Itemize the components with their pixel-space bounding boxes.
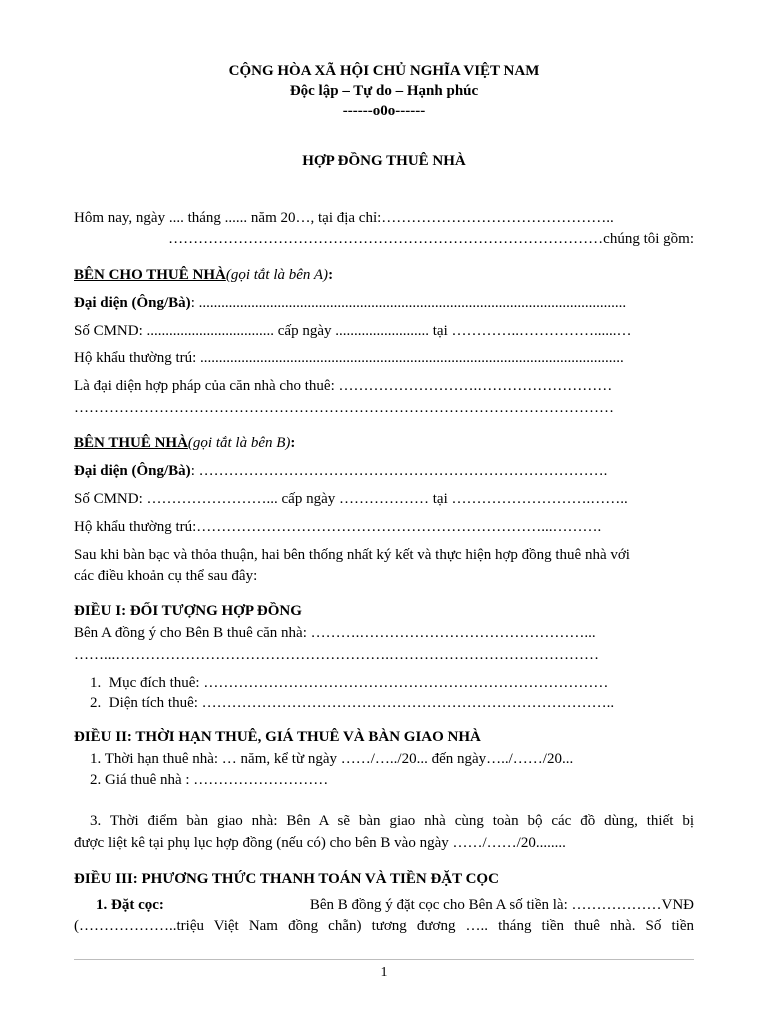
intro-line-2: ……………………………………………………………………………chúng tôi gồm:: [168, 231, 694, 247]
article-1-heading: ĐIỀU I: ĐỐI TƯỢNG HỢP ĐỒNG: [74, 603, 302, 619]
agreement-line-2: các điều khoản cụ thể sau đây:: [74, 568, 258, 584]
party-a-legal-line-2: ………………………………………………………………………………………………: [74, 400, 614, 416]
party-b-heading-text: BÊN THUÊ NHÀ: [74, 435, 188, 451]
party-a-rep-value: : ..................................................................................................................: [190, 295, 627, 311]
party-a-heading-text: BÊN CHO THUÊ NHÀ: [74, 267, 226, 283]
party-a-id-line: Số CMND: .................................. cấp ngày ......................... tại …………..……………......…: [74, 323, 632, 339]
article-3-item-1-line-1: [96, 896, 694, 914]
party-a-heading-note: (gọi tắt là bên A): [225, 267, 329, 283]
deposit-text: Bên B đồng ý đặt cọc cho Bên A số tiền là: ………………VNĐ: [309, 897, 694, 913]
article-1-item-1: [90, 674, 694, 692]
list-item-number: 1.: [90, 675, 102, 691]
footer-divider: [74, 959, 694, 960]
intro-line-1: Hôm nay, ngày .... tháng ...... năm 20…, tại địa chỉ:………………………………………..: [74, 210, 614, 226]
article-1-line-1: Bên A đồng ý cho Bên B thuê căn nhà: ……….………………………………………...: [74, 625, 596, 641]
party-b-heading: [74, 434, 694, 452]
header-separator: ------o0o------: [342, 103, 426, 119]
article-3-item-1-line-2: (………………..triệu Việt Nam đồng chẵn) tương đương ….. tháng tiền thuê nhà. Số tiền: [74, 918, 694, 934]
party-b-id-line: Số CMND: ……………………... cấp ngày ……………… tại ……………………….……..: [74, 491, 628, 507]
party-a-household-line: Hộ khẩu thường trú: .................................................................................................................: [74, 350, 624, 366]
party-b-rep-label: Đại diện (Ông/Bà): [74, 463, 191, 479]
document-title: HỢP ĐỒNG THUÊ NHÀ: [302, 153, 466, 169]
article-1-line-2: ……...……………………………………………….……………………………………: [74, 647, 599, 663]
country-name: CỘNG HÒA XÃ HỘI CHỦ NGHĨA VIỆT NAM: [228, 63, 540, 79]
article-1-item-2: [90, 694, 694, 712]
list-item-text: Mục đích thuê: ………………………………………………………………………: [108, 675, 609, 691]
article-3-heading: ĐIỀU III: PHƯƠNG THỨC THANH TOÁN VÀ TIỀN ĐẶT CỌC: [74, 871, 499, 887]
party-a-heading: [74, 266, 694, 284]
party-b-heading-colon: :: [290, 435, 296, 451]
party-a-rep-label: Đại diện (Ông/Bà): [74, 295, 191, 311]
list-item-text: Diện tích thuê: ………………………………………………………………………..: [108, 695, 615, 711]
article-2-item-2: 2. Giá thuê nhà : ………………………: [90, 772, 329, 788]
party-b-heading-note: (gọi tắt là bên B): [187, 435, 291, 451]
party-a-representative: [74, 294, 694, 312]
deposit-label: 1. Đặt cọc:: [96, 897, 164, 913]
party-b-household-line: Hộ khẩu thường trú:……………………………………………………………...……….: [74, 519, 602, 535]
party-b-rep-value: : ……………………………………………………………………….: [190, 463, 608, 479]
party-a-heading-colon: :: [328, 267, 334, 283]
party-b-representative: [74, 462, 694, 480]
article-2-item-3-line-1: 3. Thời điểm bàn giao nhà: Bên A sẽ bàn giao nhà cùng toàn bộ các đồ dùng, thiết bị: [90, 813, 694, 829]
list-item-number: 2.: [90, 695, 102, 711]
party-a-legal-line-1: Là đại diện hợp pháp của căn nhà cho thuê: ……………………….………………………: [74, 378, 613, 394]
article-2-item-1: 1. Thời hạn thuê nhà: … năm, kể từ ngày ……/…../20... đến ngày…../……/20...: [90, 751, 574, 767]
page-number: 1: [380, 965, 388, 980]
agreement-line-1: Sau khi bàn bạc và thỏa thuận, hai bên thống nhất ký kết và thực hiện hợp đồng thuê nhà với: [74, 547, 630, 563]
article-2-heading: ĐIỀU II: THỜI HẠN THUÊ, GIÁ THUÊ VÀ BÀN GIAO NHÀ: [74, 729, 481, 745]
article-2-item-3-line-2: được liệt kê tại phụ lục hợp đồng (nếu có) cho bên B vào ngày ……/……/20........: [74, 835, 566, 851]
national-motto: Độc lập – Tự do – Hạnh phúc: [289, 83, 479, 99]
